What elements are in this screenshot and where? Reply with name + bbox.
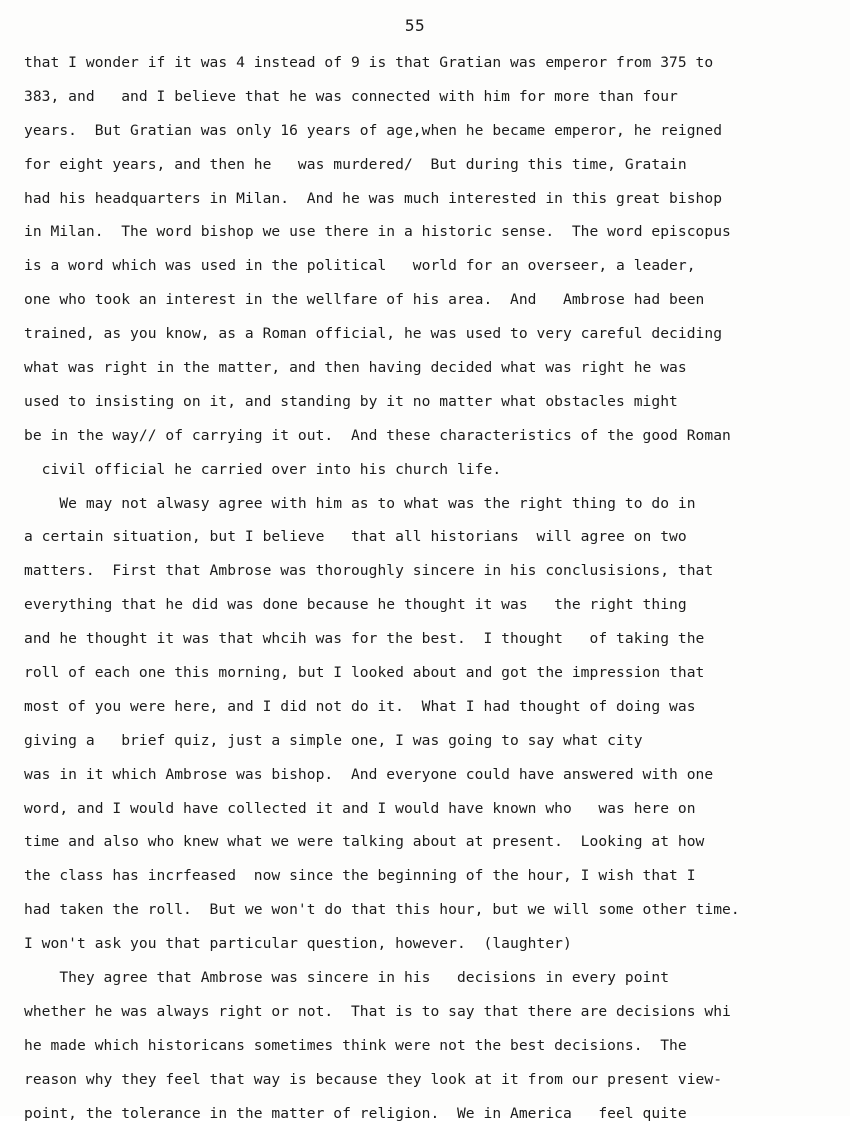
- text-line: whether he was always right or not. That is to say that there are decisions whi: [24, 1002, 731, 1020]
- text-line: had his headquarters in Milan. And he was much interested in this great bishop: [24, 189, 723, 207]
- text-line: reason why they feel that way is because they look at it from our present view-: [24, 1070, 723, 1088]
- text-line: was in it which Ambrose was bishop. And everyone could have answered with one: [24, 765, 714, 783]
- text-line: in Milan. The word bishop we use there in a historic sense. The word episcopus: [24, 223, 731, 241]
- text-line: and he thought it was that whcih was for the best. I thought of taking the: [24, 630, 705, 648]
- text-line: word, and I would have collected it and I would have known who was here on: [24, 799, 696, 817]
- text-line: giving a brief quiz, just a simple one, I was going to say what city: [24, 731, 643, 749]
- text-line: one who took an interest in the wellfare of his area. And Ambrose had been: [24, 291, 705, 309]
- text-line: They agree that Ambrose was sincere in his decisions in every point: [24, 969, 670, 987]
- text-line: I won't ask you that particular question, however. (laughter): [24, 935, 572, 953]
- page-number: 55: [404, 16, 426, 35]
- text-line: for eight years, and then he was murdered/ But during this time, Gratain: [24, 155, 687, 173]
- text-line: most of you were here, and I did not do it. What I had thought of doing was: [24, 697, 696, 715]
- text-line: that I wonder if it was 4 instead of 9 is that Gratian was emperor from 375 to: [24, 54, 714, 71]
- text-line: roll of each one this morning, but I looked about and got the impression that: [24, 664, 705, 682]
- text-line: he made which historicans sometimes think were not the best decisions. The: [24, 1036, 687, 1054]
- text-line: trained, as you know, as a Roman official, he was used to very careful deciding: [24, 325, 723, 343]
- text-line: time and also who knew what we were talking about at present. Looking at how: [24, 833, 705, 851]
- text-line: the class has incrfeased now since the beginning of the hour, I wish that I: [24, 867, 696, 885]
- text-line: matters. First that Ambrose was thoroughly sincere in his conclusisions, that: [24, 562, 714, 580]
- text-line: We may not alwasy agree with him as to what was the right thing to do in: [24, 494, 696, 512]
- text-line: years. But Gratian was only 16 years of age,when he became emperor, he reigned: [24, 121, 723, 139]
- text-line: be in the way// of carrying it out. And these characteristics of the good Roman: [24, 426, 731, 444]
- text-line: 383, and and I believe that he was connected with him for more than four: [24, 87, 678, 105]
- typed-transcript-body: [24, 46, 839, 1131]
- text-line: everything that he did was done because he thought it was the right thing: [24, 596, 687, 614]
- text-line: used to insisting on it, and standing by it no matter what obstacles might: [24, 392, 678, 410]
- text-line: had taken the roll. But we won't do that this hour, but we will some other time.: [24, 901, 740, 919]
- text-line: point, the tolerance in the matter of religion. We in America feel quite: [24, 1104, 687, 1122]
- text-line: a certain situation, but I believe that all historians will agree on two: [24, 528, 687, 546]
- text-line: civil official he carried over into his church life.: [24, 460, 502, 478]
- text-line: is a word which was used in the political world for an overseer, a leader,: [24, 257, 696, 275]
- text-line: what was right in the matter, and then having decided what was right he was: [24, 359, 687, 377]
